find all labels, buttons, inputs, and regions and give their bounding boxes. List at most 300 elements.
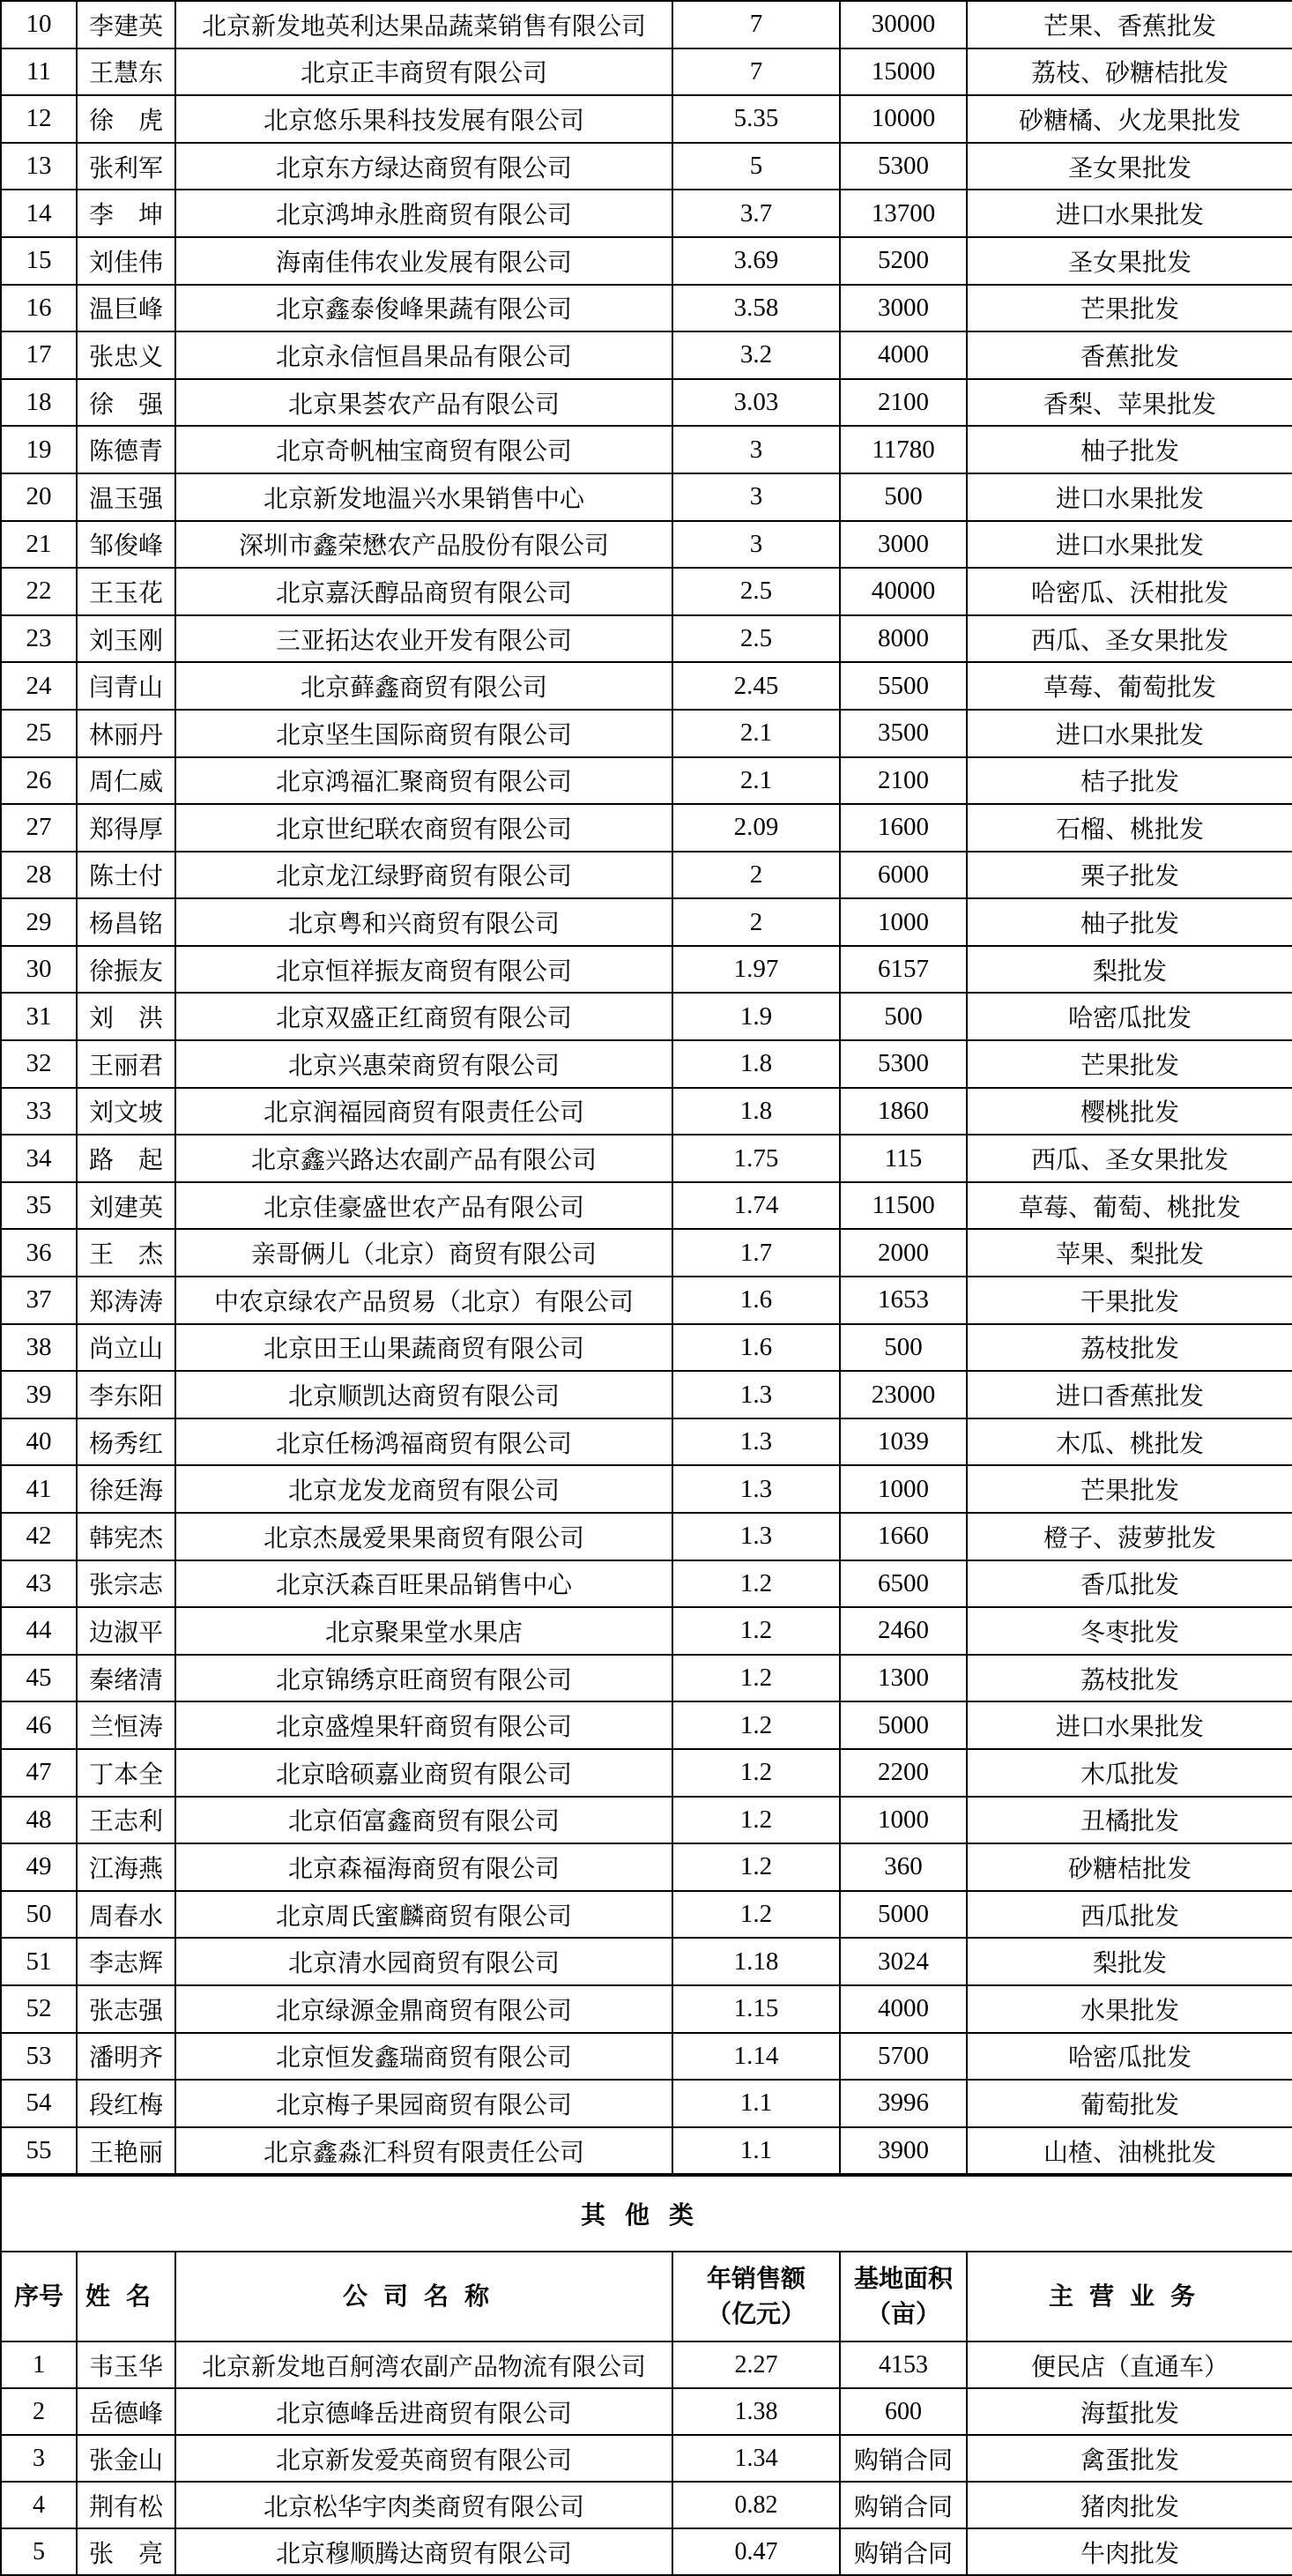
business-cell: 水果批发 bbox=[967, 1985, 1292, 2033]
business-cell: 便民店（直通车） bbox=[967, 2341, 1292, 2388]
company-cell: 中农京绿农产品贸易（北京）有限公司 bbox=[175, 1277, 672, 1324]
table-row bbox=[1, 1, 1292, 48]
table-row bbox=[1, 521, 1292, 569]
name-cell: 陈士付 bbox=[77, 852, 175, 899]
table-row bbox=[1, 331, 1292, 379]
company-cell: 北京松华宇肉类商贸有限公司 bbox=[175, 2482, 672, 2528]
table-row bbox=[1, 1607, 1292, 1655]
company-cell: 北京东方绿达商贸有限公司 bbox=[175, 143, 672, 190]
company-cell: 北京坚生国际商贸有限公司 bbox=[175, 710, 672, 757]
company-cell: 北京晗硕嘉业商贸有限公司 bbox=[175, 1749, 672, 1797]
business-cell: 芒果批发 bbox=[967, 285, 1292, 332]
sales-cell: 1.6 bbox=[672, 1277, 840, 1324]
no-cell: 30 bbox=[1, 946, 77, 994]
sales-cell: 1.38 bbox=[672, 2388, 840, 2435]
business-cell: 西瓜批发 bbox=[967, 1891, 1292, 1939]
header-company: 公司名称 bbox=[175, 2252, 672, 2341]
company-cell: 北京鸿福汇聚商贸有限公司 bbox=[175, 757, 672, 805]
name-cell: 杨秀红 bbox=[77, 1418, 175, 1466]
sales-cell: 2.1 bbox=[672, 757, 840, 805]
business-cell: 香梨、苹果批发 bbox=[967, 379, 1292, 427]
company-cell: 北京绿源金鼎商贸有限公司 bbox=[175, 1985, 672, 2033]
no-cell: 18 bbox=[1, 379, 77, 427]
table-row bbox=[1, 2435, 1292, 2482]
business-cell: 橙子、菠萝批发 bbox=[967, 1513, 1292, 1560]
table-row bbox=[1, 1371, 1292, 1418]
business-cell: 西瓜、圣女果批发 bbox=[967, 1135, 1292, 1182]
table-row bbox=[1, 1465, 1292, 1513]
name-cell: 岳德峰 bbox=[77, 2388, 175, 2435]
no-cell: 48 bbox=[1, 1797, 77, 1844]
company-cell: 北京任杨鸿福商贸有限公司 bbox=[175, 1418, 672, 1466]
name-cell: 郑涛涛 bbox=[77, 1277, 175, 1324]
name-cell: 王慧东 bbox=[77, 48, 175, 96]
name-cell: 刘文坡 bbox=[77, 1088, 175, 1135]
table-row bbox=[1, 1324, 1292, 1372]
area-cell: 5700 bbox=[840, 2033, 967, 2081]
company-cell: 北京杰晟爱果果商贸有限公司 bbox=[175, 1513, 672, 1560]
sales-cell: 1.14 bbox=[672, 2033, 840, 2081]
company-cell: 北京龙江绿野商贸有限公司 bbox=[175, 852, 672, 899]
section-title: 其他类 bbox=[1, 2176, 1292, 2252]
business-cell: 牛肉批发 bbox=[967, 2528, 1292, 2575]
company-cell: 北京盛煌果轩商贸有限公司 bbox=[175, 1701, 672, 1749]
table-row bbox=[1, 2080, 1292, 2127]
company-cell: 北京正丰商贸有限公司 bbox=[175, 48, 672, 96]
sales-cell: 1.3 bbox=[672, 1513, 840, 1560]
sales-cell: 1.3 bbox=[672, 1371, 840, 1418]
business-cell: 哈密瓜批发 bbox=[967, 2033, 1292, 2081]
area-cell: 11780 bbox=[840, 426, 967, 473]
business-cell: 芒果批发 bbox=[967, 1465, 1292, 1513]
no-cell: 24 bbox=[1, 662, 77, 710]
no-cell: 13 bbox=[1, 143, 77, 190]
no-cell: 11 bbox=[1, 48, 77, 96]
no-cell: 50 bbox=[1, 1891, 77, 1939]
business-cell: 进口水果批发 bbox=[967, 1701, 1292, 1749]
company-cell: 北京锦绣京旺商贸有限公司 bbox=[175, 1655, 672, 1702]
business-cell: 荔枝批发 bbox=[967, 1324, 1292, 1372]
table-row bbox=[1, 1418, 1292, 1466]
business-cell: 樱桃批发 bbox=[967, 1088, 1292, 1135]
sales-cell: 7 bbox=[672, 48, 840, 96]
business-cell: 荔枝、砂糖桔批发 bbox=[967, 48, 1292, 96]
company-cell: 北京恒祥振友商贸有限公司 bbox=[175, 946, 672, 994]
no-cell: 31 bbox=[1, 993, 77, 1040]
company-cell: 北京鑫泰俊峰果蔬有限公司 bbox=[175, 285, 672, 332]
no-cell: 15 bbox=[1, 237, 77, 285]
no-cell: 20 bbox=[1, 473, 77, 521]
sales-cell: 1.2 bbox=[672, 1655, 840, 1702]
area-cell: 15000 bbox=[840, 48, 967, 96]
company-cell: 北京奇帆柚宝商贸有限公司 bbox=[175, 426, 672, 473]
sales-cell: 2 bbox=[672, 852, 840, 899]
company-cell: 北京新发地百舸湾农副产品物流有限公司 bbox=[175, 2341, 672, 2388]
business-cell: 木瓜批发 bbox=[967, 1749, 1292, 1797]
table-row bbox=[1, 1135, 1292, 1182]
table-row bbox=[1, 1938, 1292, 1985]
area-cell: 3024 bbox=[840, 1938, 967, 1985]
table-row bbox=[1, 1797, 1292, 1844]
sales-cell: 1.2 bbox=[672, 1749, 840, 1797]
area-cell: 115 bbox=[840, 1135, 967, 1182]
header-area-line1: 基地面积 bbox=[853, 2264, 953, 2294]
header-area bbox=[840, 2252, 967, 2341]
business-cell: 砂糖橘、火龙果批发 bbox=[967, 95, 1292, 143]
no-cell: 22 bbox=[1, 568, 77, 615]
company-cell: 北京聚果堂水果店 bbox=[175, 1607, 672, 1655]
table-row bbox=[1, 662, 1292, 710]
header-area-line2: （亩） bbox=[865, 2299, 940, 2329]
sales-cell: 5 bbox=[672, 143, 840, 190]
company-cell: 北京佰富鑫商贸有限公司 bbox=[175, 1797, 672, 1844]
sales-cell: 2.5 bbox=[672, 568, 840, 615]
no-cell: 38 bbox=[1, 1324, 77, 1372]
table-row bbox=[1, 379, 1292, 427]
sales-cell: 1.9 bbox=[672, 993, 840, 1040]
header-row bbox=[1, 2252, 1292, 2341]
area-cell: 600 bbox=[840, 2388, 967, 2435]
no-cell: 34 bbox=[1, 1135, 77, 1182]
area-cell: 2100 bbox=[840, 379, 967, 427]
name-cell: 张宗志 bbox=[77, 1560, 175, 1608]
business-cell: 进口水果批发 bbox=[967, 521, 1292, 569]
sales-cell: 5.35 bbox=[672, 95, 840, 143]
sales-cell: 3 bbox=[672, 521, 840, 569]
area-cell: 3996 bbox=[840, 2080, 967, 2127]
business-cell: 海蜇批发 bbox=[967, 2388, 1292, 2435]
no-cell: 53 bbox=[1, 2033, 77, 2081]
sales-cell: 1.6 bbox=[672, 1324, 840, 1372]
table-row bbox=[1, 1088, 1292, 1135]
area-cell: 购销合同 bbox=[840, 2435, 967, 2482]
name-cell: 王玉花 bbox=[77, 568, 175, 615]
table-row bbox=[1, 852, 1292, 899]
no-cell: 21 bbox=[1, 521, 77, 569]
no-cell: 10 bbox=[1, 1, 77, 48]
business-cell: 猪肉批发 bbox=[967, 2482, 1292, 2528]
name-cell: 韩宪杰 bbox=[77, 1513, 175, 1560]
name-cell: 徐 强 bbox=[77, 379, 175, 427]
company-cell: 北京双盛正红商贸有限公司 bbox=[175, 993, 672, 1040]
sales-cell: 1.2 bbox=[672, 1701, 840, 1749]
table-row bbox=[1, 2388, 1292, 2435]
table-row bbox=[1, 426, 1292, 473]
area-cell: 4153 bbox=[840, 2341, 967, 2388]
area-cell: 3000 bbox=[840, 521, 967, 569]
sales-cell: 1.2 bbox=[672, 1891, 840, 1939]
no-cell: 1 bbox=[1, 2341, 77, 2388]
no-cell: 12 bbox=[1, 95, 77, 143]
business-cell: 禽蛋批发 bbox=[967, 2435, 1292, 2482]
company-cell: 北京兴惠荣商贸有限公司 bbox=[175, 1040, 672, 1088]
business-cell: 进口水果批发 bbox=[967, 710, 1292, 757]
sales-cell: 1.8 bbox=[672, 1040, 840, 1088]
company-cell: 北京沃森百旺果品销售中心 bbox=[175, 1560, 672, 1608]
table-row bbox=[1, 1560, 1292, 1608]
table-row bbox=[1, 95, 1292, 143]
company-cell: 北京新发地温兴水果销售中心 bbox=[175, 473, 672, 521]
business-cell: 干果批发 bbox=[967, 1277, 1292, 1324]
sales-cell: 2.5 bbox=[672, 615, 840, 663]
name-cell: 王丽君 bbox=[77, 1040, 175, 1088]
area-cell: 11500 bbox=[840, 1182, 967, 1230]
area-cell: 6157 bbox=[840, 946, 967, 994]
company-cell: 北京田王山果蔬商贸有限公司 bbox=[175, 1324, 672, 1372]
table-row bbox=[1, 237, 1292, 285]
table-row bbox=[1, 757, 1292, 805]
sales-cell: 3.69 bbox=[672, 237, 840, 285]
sales-cell: 3.7 bbox=[672, 190, 840, 237]
area-cell: 5300 bbox=[840, 1040, 967, 1088]
area-cell: 5200 bbox=[840, 237, 967, 285]
area-cell: 2100 bbox=[840, 757, 967, 805]
table-row bbox=[1, 1513, 1292, 1560]
company-cell: 北京鑫兴路达农副产品有限公司 bbox=[175, 1135, 672, 1182]
table-row bbox=[1, 1985, 1292, 2033]
business-cell: 荔枝批发 bbox=[967, 1655, 1292, 1702]
company-cell: 北京润福园商贸有限责任公司 bbox=[175, 1088, 672, 1135]
sales-cell: 1.34 bbox=[672, 2435, 840, 2482]
area-cell: 1860 bbox=[840, 1088, 967, 1135]
name-cell: 李东阳 bbox=[77, 1371, 175, 1418]
no-cell: 27 bbox=[1, 804, 77, 852]
company-cell: 北京鑫淼汇科贸有限责任公司 bbox=[175, 2127, 672, 2175]
name-cell: 张利军 bbox=[77, 143, 175, 190]
name-cell: 段红梅 bbox=[77, 2080, 175, 2127]
area-cell: 360 bbox=[840, 1843, 967, 1891]
sales-cell: 3.2 bbox=[672, 331, 840, 379]
sales-cell: 3 bbox=[672, 426, 840, 473]
no-cell: 26 bbox=[1, 757, 77, 805]
no-cell: 19 bbox=[1, 426, 77, 473]
business-cell: 香瓜批发 bbox=[967, 1560, 1292, 1608]
area-cell: 5300 bbox=[840, 143, 967, 190]
table-row bbox=[1, 993, 1292, 1040]
business-cell: 梨批发 bbox=[967, 946, 1292, 994]
table-row bbox=[1, 804, 1292, 852]
company-cell: 北京龙发龙商贸有限公司 bbox=[175, 1465, 672, 1513]
no-cell: 35 bbox=[1, 1182, 77, 1230]
sales-cell: 1.8 bbox=[672, 1088, 840, 1135]
area-cell: 5000 bbox=[840, 1891, 967, 1939]
name-cell: 韦玉华 bbox=[77, 2341, 175, 2388]
sales-cell: 2 bbox=[672, 898, 840, 946]
sales-cell: 3 bbox=[672, 473, 840, 521]
business-cell: 桔子批发 bbox=[967, 757, 1292, 805]
company-cell: 亲哥俩儿（北京）商贸有限公司 bbox=[175, 1229, 672, 1277]
area-cell: 3000 bbox=[840, 285, 967, 332]
name-cell: 李 坤 bbox=[77, 190, 175, 237]
no-cell: 55 bbox=[1, 2127, 77, 2175]
business-cell: 葡萄批发 bbox=[967, 2080, 1292, 2127]
table-row bbox=[1, 190, 1292, 237]
business-cell: 草莓、葡萄、桃批发 bbox=[967, 1182, 1292, 1230]
company-cell: 北京德峰岳进商贸有限公司 bbox=[175, 2388, 672, 2435]
area-cell: 6500 bbox=[840, 1560, 967, 1608]
no-cell: 46 bbox=[1, 1701, 77, 1749]
name-cell: 徐振友 bbox=[77, 946, 175, 994]
name-cell: 秦绪清 bbox=[77, 1655, 175, 1702]
sales-cell: 1.2 bbox=[672, 1607, 840, 1655]
no-cell: 36 bbox=[1, 1229, 77, 1277]
sales-cell: 1.1 bbox=[672, 2080, 840, 2127]
table-row bbox=[1, 1182, 1292, 1230]
no-cell: 43 bbox=[1, 1560, 77, 1608]
company-cell: 北京世纪联农商贸有限公司 bbox=[175, 804, 672, 852]
sales-cell: 1.74 bbox=[672, 1182, 840, 1230]
sales-cell: 1.15 bbox=[672, 1985, 840, 2033]
name-cell: 周仁威 bbox=[77, 757, 175, 805]
header-sales-line1: 年销售额 bbox=[706, 2264, 806, 2294]
no-cell: 25 bbox=[1, 710, 77, 757]
no-cell: 49 bbox=[1, 1843, 77, 1891]
no-cell: 28 bbox=[1, 852, 77, 899]
no-cell: 42 bbox=[1, 1513, 77, 1560]
company-cell: 北京清水园商贸有限公司 bbox=[175, 1938, 672, 1985]
no-cell: 39 bbox=[1, 1371, 77, 1418]
company-cell: 北京鸿坤永胜商贸有限公司 bbox=[175, 190, 672, 237]
table-row bbox=[1, 1749, 1292, 1797]
name-cell: 林丽丹 bbox=[77, 710, 175, 757]
sales-cell: 1.3 bbox=[672, 1418, 840, 1466]
business-cell: 西瓜、圣女果批发 bbox=[967, 615, 1292, 663]
area-cell: 1000 bbox=[840, 1797, 967, 1844]
name-cell: 徐 虎 bbox=[77, 95, 175, 143]
area-cell: 40000 bbox=[840, 568, 967, 615]
no-cell: 33 bbox=[1, 1088, 77, 1135]
name-cell: 郑得厚 bbox=[77, 804, 175, 852]
area-cell: 购销合同 bbox=[840, 2528, 967, 2575]
name-cell: 王艳丽 bbox=[77, 2127, 175, 2175]
table-row bbox=[1, 2482, 1292, 2528]
table-row bbox=[1, 1891, 1292, 1939]
no-cell: 23 bbox=[1, 615, 77, 663]
no-cell: 37 bbox=[1, 1277, 77, 1324]
table-row bbox=[1, 568, 1292, 615]
area-cell: 500 bbox=[840, 1324, 967, 1372]
sales-cell: 3.03 bbox=[672, 379, 840, 427]
area-cell: 2200 bbox=[840, 1749, 967, 1797]
table-row bbox=[1, 2033, 1292, 2081]
table-row bbox=[1, 1040, 1292, 1088]
business-cell: 圣女果批发 bbox=[967, 143, 1292, 190]
sales-cell: 1.3 bbox=[672, 1465, 840, 1513]
name-cell: 路 起 bbox=[77, 1135, 175, 1182]
company-cell: 北京周氏蜜麟商贸有限公司 bbox=[175, 1891, 672, 1939]
business-cell: 哈密瓜批发 bbox=[967, 993, 1292, 1040]
name-cell: 温巨峰 bbox=[77, 285, 175, 332]
company-cell: 北京粤和兴商贸有限公司 bbox=[175, 898, 672, 946]
business-cell: 梨批发 bbox=[967, 1938, 1292, 1985]
company-cell: 北京森福海商贸有限公司 bbox=[175, 1843, 672, 1891]
business-cell: 苹果、梨批发 bbox=[967, 1229, 1292, 1277]
table-row bbox=[1, 285, 1292, 332]
name-cell: 李志辉 bbox=[77, 1938, 175, 1985]
company-cell: 北京穆顺腾达商贸有限公司 bbox=[175, 2528, 672, 2575]
table-row bbox=[1, 473, 1292, 521]
table-row bbox=[1, 946, 1292, 994]
header-sales bbox=[672, 2252, 840, 2341]
no-cell: 45 bbox=[1, 1655, 77, 1702]
area-cell: 4000 bbox=[840, 331, 967, 379]
sales-cell: 3.58 bbox=[672, 285, 840, 332]
name-cell: 兰恒涛 bbox=[77, 1701, 175, 1749]
business-cell: 哈密瓜、沃柑批发 bbox=[967, 568, 1292, 615]
name-cell: 张金山 bbox=[77, 2435, 175, 2482]
business-cell: 芒果、香蕉批发 bbox=[967, 1, 1292, 48]
sales-cell: 1.1 bbox=[672, 2127, 840, 2175]
name-cell: 刘 洪 bbox=[77, 993, 175, 1040]
name-cell: 潘明齐 bbox=[77, 2033, 175, 2081]
area-cell: 5500 bbox=[840, 662, 967, 710]
table-row bbox=[1, 615, 1292, 663]
no-cell: 44 bbox=[1, 1607, 77, 1655]
name-cell: 邹俊峰 bbox=[77, 521, 175, 569]
area-cell: 3900 bbox=[840, 2127, 967, 2175]
area-cell: 6000 bbox=[840, 852, 967, 899]
sales-cell: 1.2 bbox=[672, 1843, 840, 1891]
name-cell: 边淑平 bbox=[77, 1607, 175, 1655]
business-cell: 冬枣批发 bbox=[967, 1607, 1292, 1655]
business-cell: 石榴、桃批发 bbox=[967, 804, 1292, 852]
no-cell: 54 bbox=[1, 2080, 77, 2127]
company-cell: 北京嘉沃醇品商贸有限公司 bbox=[175, 568, 672, 615]
name-cell: 王 杰 bbox=[77, 1229, 175, 1277]
sales-cell: 1.75 bbox=[672, 1135, 840, 1182]
area-cell: 23000 bbox=[840, 1371, 967, 1418]
table-row bbox=[1, 2528, 1292, 2575]
business-cell: 栗子批发 bbox=[967, 852, 1292, 899]
area-cell: 1000 bbox=[840, 1465, 967, 1513]
area-cell: 2460 bbox=[840, 1607, 967, 1655]
table-row bbox=[1, 48, 1292, 96]
name-cell: 刘建英 bbox=[77, 1182, 175, 1230]
sales-cell: 2.45 bbox=[672, 662, 840, 710]
business-cell: 砂糖桔批发 bbox=[967, 1843, 1292, 1891]
name-cell: 闫青山 bbox=[77, 662, 175, 710]
company-cell: 北京恒发鑫瑞商贸有限公司 bbox=[175, 2033, 672, 2081]
name-cell: 陈德青 bbox=[77, 426, 175, 473]
business-cell: 柚子批发 bbox=[967, 426, 1292, 473]
no-cell: 52 bbox=[1, 1985, 77, 2033]
no-cell: 29 bbox=[1, 898, 77, 946]
company-cell: 北京永信恒昌果品有限公司 bbox=[175, 331, 672, 379]
name-cell: 张 亮 bbox=[77, 2528, 175, 2575]
company-cell: 北京果荟农产品有限公司 bbox=[175, 379, 672, 427]
sales-cell: 2.27 bbox=[672, 2341, 840, 2388]
business-cell: 进口水果批发 bbox=[967, 190, 1292, 237]
sales-cell: 7 bbox=[672, 1, 840, 48]
company-cell: 北京悠乐果科技发展有限公司 bbox=[175, 95, 672, 143]
business-cell: 柚子批发 bbox=[967, 898, 1292, 946]
no-cell: 5 bbox=[1, 2528, 77, 2575]
area-cell: 13700 bbox=[840, 190, 967, 237]
area-cell: 500 bbox=[840, 993, 967, 1040]
business-cell: 丑橘批发 bbox=[967, 1797, 1292, 1844]
sales-cell: 1.2 bbox=[672, 1797, 840, 1844]
business-cell: 木瓜、桃批发 bbox=[967, 1418, 1292, 1466]
other-category-table bbox=[0, 2175, 1292, 2576]
name-cell: 丁本全 bbox=[77, 1749, 175, 1797]
table-row bbox=[1, 710, 1292, 757]
area-cell: 1300 bbox=[840, 1655, 967, 1702]
sales-cell: 2.1 bbox=[672, 710, 840, 757]
business-cell: 香蕉批发 bbox=[967, 331, 1292, 379]
header-business: 主营业务 bbox=[967, 2252, 1292, 2341]
no-cell: 16 bbox=[1, 285, 77, 332]
sales-cell: 0.47 bbox=[672, 2528, 840, 2575]
